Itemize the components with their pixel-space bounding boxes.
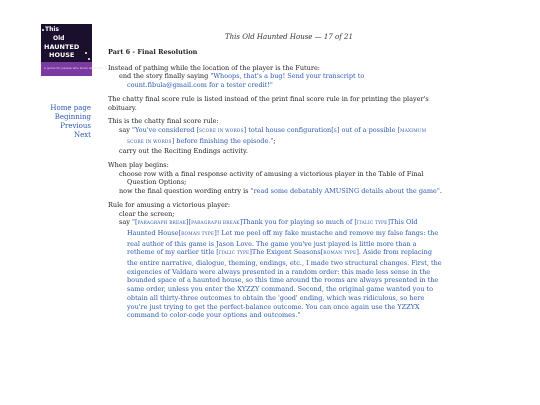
cover-dot — [88, 58, 90, 60]
code-text: say — [119, 125, 132, 134]
cover-dot — [85, 52, 87, 54]
paragraph-play-begins — [108, 161, 443, 196]
cover-tagline: A game for people who know what they want — [44, 66, 113, 70]
quoted-text: "You've considered [SCORE IN WORDS] total house configuration[S] out of a possible [MAXIMUM SCORE IN WORDS] before finishing the episode." — [127, 125, 427, 145]
say-phrase — [108, 218, 443, 320]
code-text: end the story finally saying — [119, 72, 211, 81]
nav-previous-link[interactable]: Previous — [60, 122, 91, 130]
section-title: Part 6 - Final Resolution — [108, 48, 198, 56]
code-text: now the final question wording entry is — [119, 187, 251, 196]
quoted-text: "[PARAGRAPH BREAK][PARAGRAPH BREAK]Thank you for playing so much of [ITALIC TYPE]This Old Haunted House[ROMAN TYPE]! Let me peel off my fake mustache and remove my false fangs: the real author of this game is Jason Love. The game you've just played is little more than a retheme of my earlier title [ITALIC TYPE]The Exigent Seasons[ROMAN TYPE]. Aside from replacing the entire narrative, dialogue, theming, endings, etc., I made two structural changes. First, the exigencies of Valdara were always presented in a random order: this made less sense in the bounded space of a haunted house, so this time around the rooms are always presented in the same order, unless you enter the XYZZY command. Second, the original game wanted you to obtain all thirty-three outcomes to obtain the 'good' ending, which was ridiculous, so here you're just trying to get the perfect-balance outcome. You can once again use the YZZYX command to color-code your options and outcomes." — [127, 218, 442, 320]
side-navigation — [20, 104, 91, 140]
rule-body: now the final question wording entry is "read some debatably AMUSING details about the game". — [119, 187, 442, 196]
paragraph-amusing — [108, 201, 443, 320]
cover-word: HAUNTED — [44, 43, 80, 51]
code-text: say — [119, 218, 132, 227]
rule-body — [108, 72, 443, 89]
rule-line: carry out the Reciting Endings activity. — [119, 147, 248, 156]
rule-line: Rule for amusing a victorious player: — [108, 200, 231, 209]
cover-word: HOUSE — [49, 51, 75, 59]
quoted-text: "Whoops, that's a bug! Send your transcript to count.fibula@gmail.com for a tester credit!" — [127, 72, 365, 90]
rule-body: choose row with a final response activity of amusing a victorious player in the Table of Final Question Options; — [119, 169, 424, 187]
rule-line: Instead of pathing while the location of the player is the Future: — [108, 63, 320, 72]
cover-word: Old — [53, 35, 65, 42]
paragraph-pathing-rule — [108, 64, 443, 90]
rule-line: When play begins: — [108, 161, 169, 170]
cover-word: This — [45, 26, 59, 33]
nav-next-link[interactable]: Next — [73, 131, 91, 139]
rule-line: The chatty final score rule is listed instead of the print final score rule in for printing the player's obituary. — [108, 94, 429, 112]
paragraph-chatty-rule — [108, 95, 443, 112]
quoted-text: "read some debatably AMUSING details about the game" — [250, 187, 440, 196]
rule-line: This is the chatty final score rule: — [108, 117, 219, 126]
nav-home-link[interactable]: Home page — [50, 104, 91, 112]
rule-line: clear the screen; — [119, 209, 175, 218]
nav-beginning-link[interactable]: Beginning — [54, 113, 91, 121]
cover-image — [41, 24, 113, 76]
paragraph-final-score — [108, 117, 443, 156]
cover-dot — [42, 29, 44, 31]
page-header: This Old Haunted House — 17 of 21 — [225, 33, 353, 41]
say-phrase: say "You've considered [SCORE IN WORDS] total house configuration[S] out of a possible [MAXIMUM SCORE IN WORDS] before finishing the episode."; — [119, 125, 427, 145]
source-text — [108, 48, 443, 325]
